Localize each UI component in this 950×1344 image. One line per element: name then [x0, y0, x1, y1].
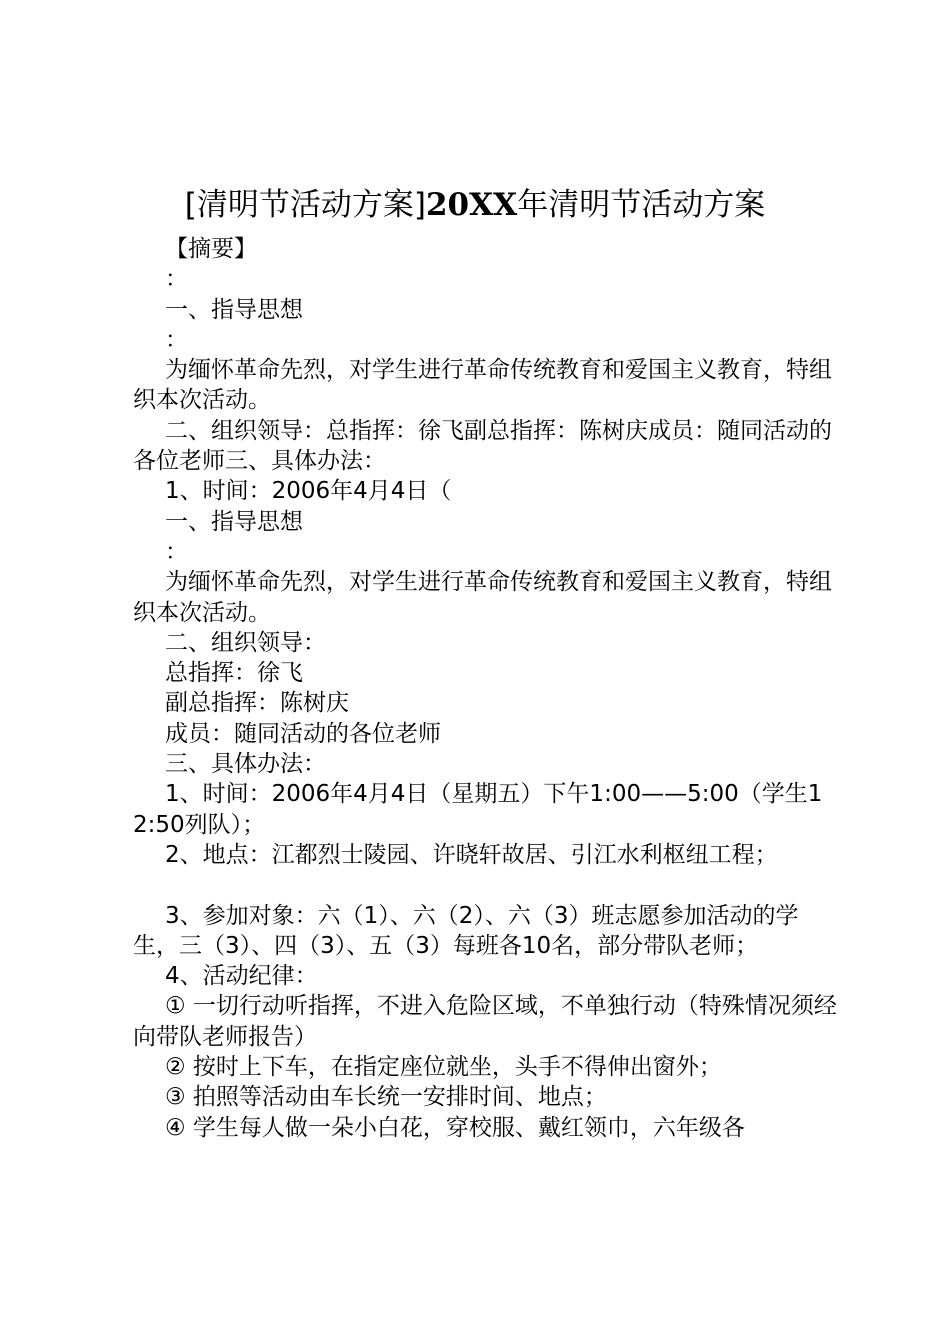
paragraph: 为缅怀革命先烈，对学生进行革命传统教育和爱国主义教育，特组织本次活动。 — [133, 569, 832, 626]
section-heading: 一、指导思想 — [165, 508, 303, 535]
colon-line: ： — [165, 326, 188, 353]
document-body — [133, 234, 838, 1143]
rule-item: ④ 学生每人做一朵小白花，穿校服、戴红领巾，六年级各 — [165, 1114, 745, 1141]
title-year: 20XX — [425, 187, 518, 223]
paragraph: 1、时间：2006年4月4日（ — [165, 478, 452, 505]
paragraph: 为缅怀革命先烈，对学生进行革命传统教育和爱国主义教育，特组织本次活动。 — [133, 357, 832, 414]
rule-item: ① 一切行动听指挥，不进入危险区域，不单独行动（特殊情况须经向带队老师报告） — [133, 993, 837, 1050]
list-item: 1、时间：2006年4月4日（星期五）下午1:00——5:00（学生12:50列队）； — [133, 781, 823, 838]
section-heading: 三、具体办法： — [165, 751, 326, 778]
paragraph: 成员：随同活动的各位老师 — [165, 720, 441, 747]
list-item: 3、参加对象：六（1）、六（2）、六（3）班志愿参加活动的学生，三（3）、四（3）、五（3）每班各10名，部分带队老师； — [133, 902, 799, 959]
blank-line — [133, 870, 838, 900]
title-bracket-part: [清明节活动方案] — [184, 187, 426, 223]
list-item: 2、地点：江都烈士陵园、许晓轩故居、引江水利枢纽工程； — [165, 841, 778, 868]
paragraph: 副总指挥：陈树庆 — [165, 690, 349, 717]
rule-item: ② 按时上下车，在指定座位就坐，头手不得伸出窗外； — [165, 1054, 722, 1081]
list-item: 4、活动纪律： — [165, 963, 318, 990]
paragraph: 二、组织领导：总指挥：徐飞副总指挥：陈树庆成员：随同活动的各位老师三、具体办法： — [133, 417, 832, 475]
colon-line: ： — [165, 538, 188, 565]
section-heading: 一、指导思想 — [165, 296, 303, 323]
colon-line: ： — [165, 266, 188, 293]
section-heading: 二、组织领导： — [165, 629, 326, 656]
title-rest: 年清明节活动方案 — [517, 187, 766, 223]
summary-heading: 【摘要】 — [165, 236, 257, 262]
document-title — [0, 184, 950, 226]
rule-item: ③ 拍照等活动由车长统一安排时间、地点； — [165, 1084, 607, 1111]
paragraph: 总指挥：徐飞 — [165, 660, 303, 687]
